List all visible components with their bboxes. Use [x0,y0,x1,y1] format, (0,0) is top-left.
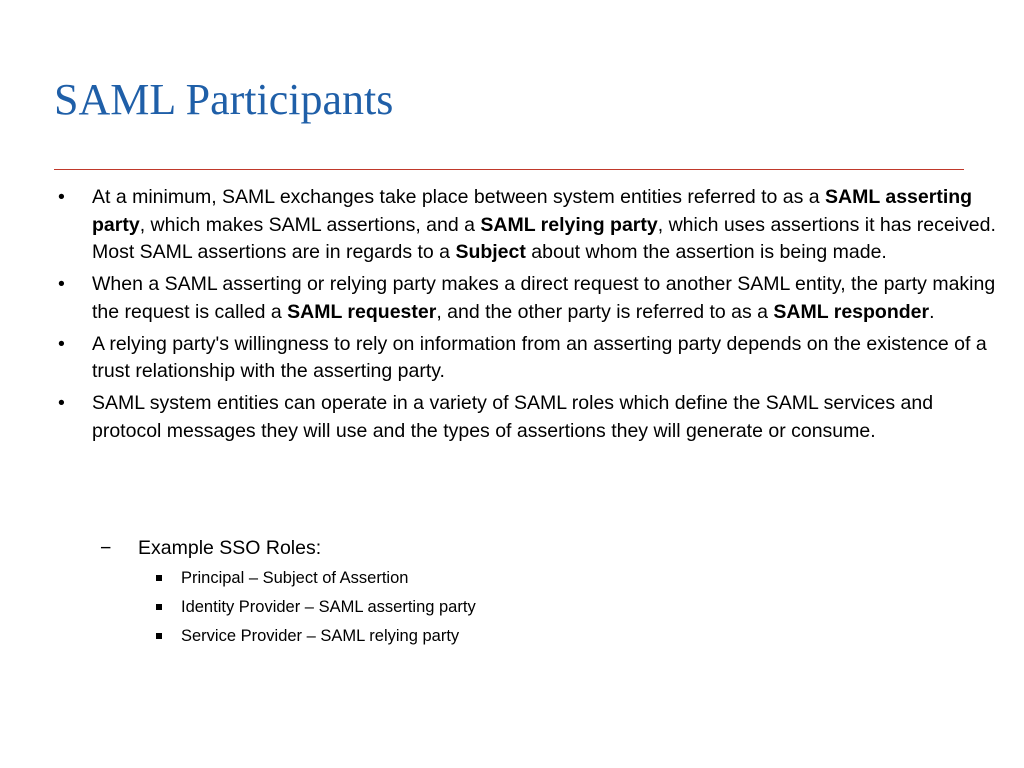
bullet-marker: • [58,392,65,414]
sub-item-text: Example SSO Roles: [138,537,322,559]
text-run: , which uses assertions it has received. Most SAML assertions are in regards to a [92,213,996,263]
bold-term: SAML requester [287,300,437,323]
title-divider [54,169,964,170]
text-run: When a SAML asserting or relying party makes a direct request to another SAML entity, the party making the request is called a [92,273,996,323]
bullet-text: A relying party's willingness to rely on information from an asserting party depends on the existence of a trust relationship with the asserting party. [92,332,987,382]
bullet-marker: • [58,332,65,355]
bullet-marker: • [58,273,65,295]
text-run: . [929,300,935,323]
slide-title: SAML Participants [54,75,394,124]
role-text: Identity Provider – SAML asserting party [181,598,476,616]
role-item [58,622,998,651]
bullet-list [58,184,998,450]
text-run: , and the other party is referred to as a [436,300,774,323]
role-text: Principal – Subject of Assertion [181,569,409,587]
bullet-item [58,271,998,326]
bullet-item [58,184,998,267]
bullet-marker: • [58,186,65,208]
bullet-text: SAML system entities can operate in a variety of SAML roles which define the SAML services and protocol messages they will use and the types of assertions they will generate or consume. [92,392,934,442]
sub-item [58,535,998,562]
bold-term: SAML asserting party [92,186,973,236]
text-run: At a minimum, SAML exchanges take place between system entities referred to as a [92,186,826,208]
roles-list [58,564,998,651]
bold-term: SAML responder [773,300,930,323]
role-text: Service Provider – SAML relying party [181,627,460,645]
bold-term: Subject [455,241,526,263]
square-bullet-icon [156,633,162,639]
sub-list [58,536,998,562]
bullet-text [92,186,996,263]
role-item [58,564,998,593]
square-bullet-icon [156,604,162,610]
role-item [58,593,998,622]
bullet-item [58,331,998,386]
bullet-item [58,390,998,445]
text-run: , which makes SAML assertions, and a [139,213,481,236]
bullet-text [92,273,995,323]
dash-marker: − [100,537,112,559]
square-bullet-icon [156,575,162,581]
bold-term: SAML relying party [480,213,658,236]
text-run: about whom the assertion is being made. [525,241,887,263]
